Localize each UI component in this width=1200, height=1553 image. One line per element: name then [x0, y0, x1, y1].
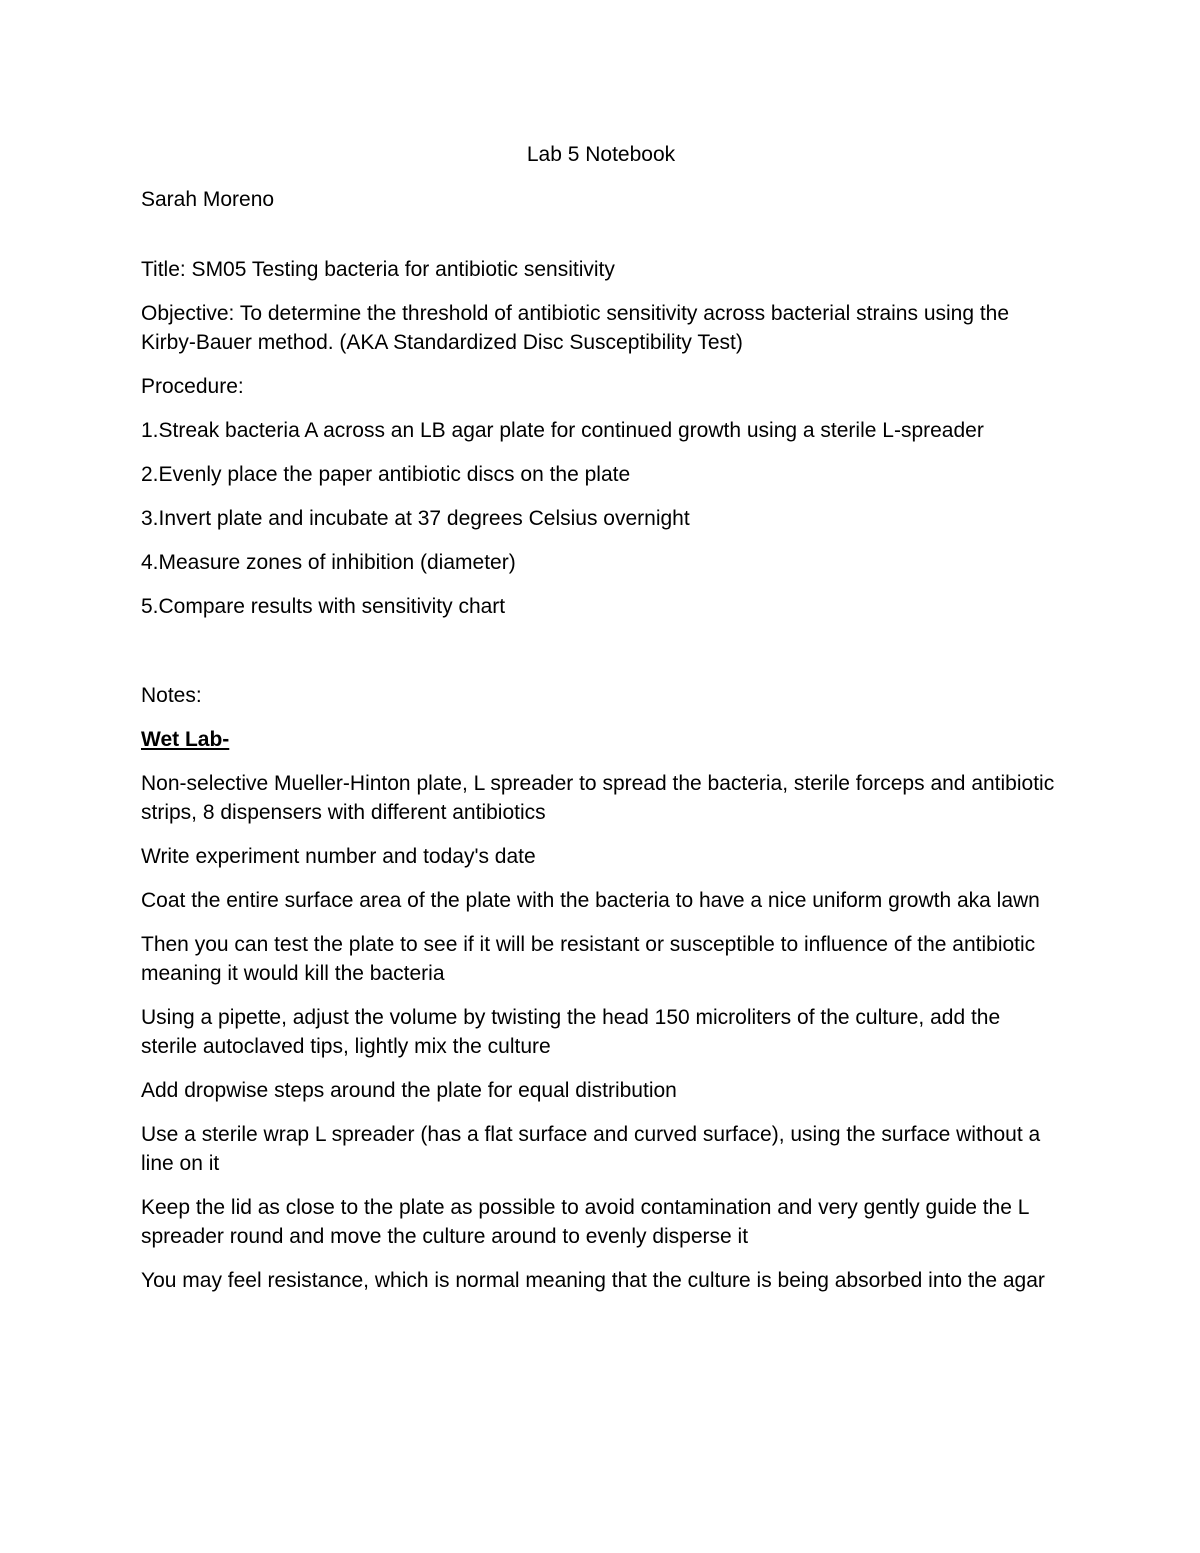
wet-lab-heading: Wet Lab- [141, 728, 230, 751]
note-paragraph: Then you can test the plate to see if it will be resistant or susceptible to influence of the antibiotic meaning it would kill the bacteria [141, 933, 1036, 985]
note-paragraph: Using a pipette, adjust the volume by twisting the head 150 microliters of the culture, add the sterile autoclaved tips, lightly mix the culture [141, 1006, 1001, 1058]
procedure-step-1: 1.Streak bacteria A across an LB agar plate for continued growth using a sterile L-spreader [141, 419, 984, 442]
note-paragraph: Add dropwise steps around the plate for equal distribution [141, 1079, 677, 1102]
procedure-step-2: 2.Evenly place the paper antibiotic discs on the plate [141, 463, 631, 486]
note-paragraph: Coat the entire surface area of the plate with the bacteria to have a nice uniform growth aka lawn [141, 889, 1040, 912]
note-paragraph: Use a sterile wrap L spreader (has a flat surface and curved surface), using the surface without a line on it [141, 1123, 1041, 1175]
note-paragraph: You may feel resistance, which is normal meaning that the culture is being absorbed into the agar [141, 1269, 1045, 1292]
procedure-label: Procedure: [141, 375, 244, 398]
note-paragraph: Non-selective Mueller-Hinton plate, L spreader to spread the bacteria, sterile forceps and antibiotic strips, 8 dispensers with different antibiotics [141, 772, 1055, 824]
note-paragraph: Keep the lid as close to the plate as possible to avoid contamination and very gently guide the L spreader round and move the culture around to evenly disperse it [141, 1196, 1029, 1248]
document-title: Lab 5 Notebook [526, 143, 676, 166]
procedure-step-4: 4.Measure zones of inhibition (diameter) [141, 551, 516, 574]
procedure-step-3: 3.Invert plate and incubate at 37 degrees Celsius overnight [141, 507, 690, 530]
procedure-step-5: 5.Compare results with sensitivity chart [141, 595, 506, 618]
author-name: Sarah Moreno [141, 188, 275, 211]
document-page [141, 140, 1061, 1295]
experiment-title: Title: SM05 Testing bacteria for antibiotic sensitivity [141, 258, 615, 281]
objective-paragraph: Objective: To determine the threshold of antibiotic sensitivity across bacterial strains using the Kirby-Bauer method. (AKA Standardized Disc Susceptibility Test) [141, 302, 1010, 354]
notes-label: Notes: [141, 684, 202, 707]
note-paragraph: Write experiment number and today's date [141, 845, 536, 868]
